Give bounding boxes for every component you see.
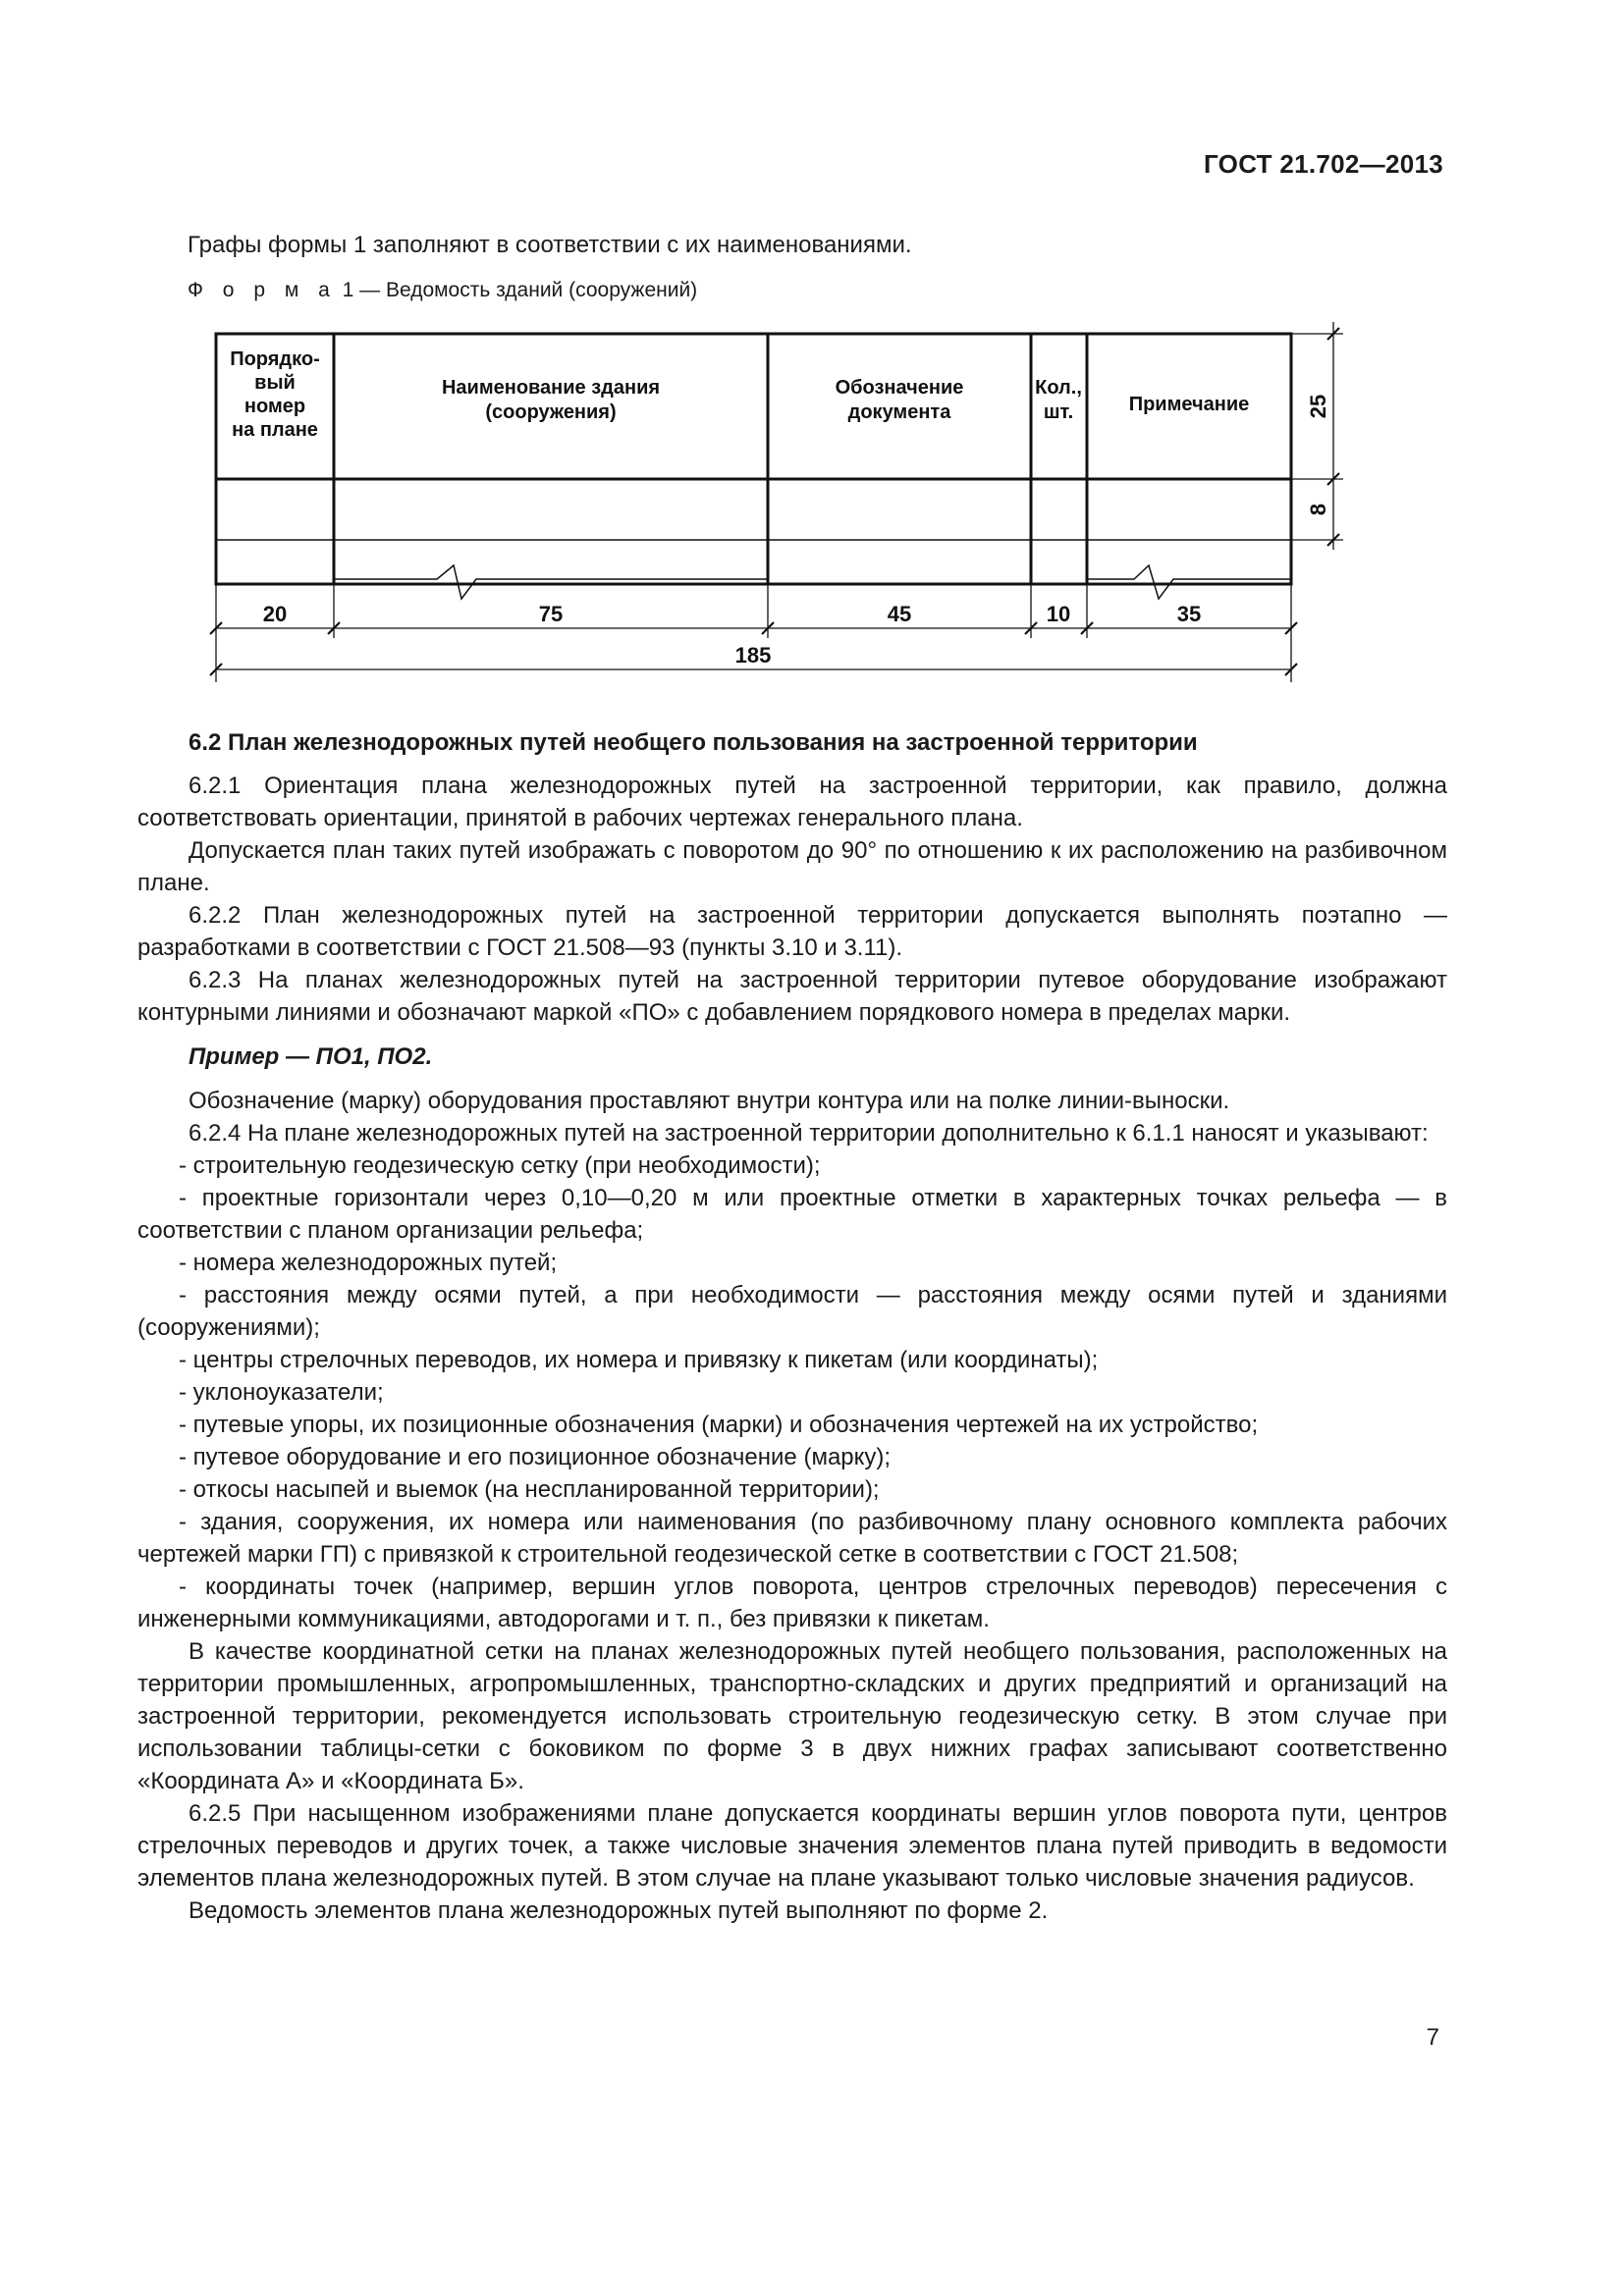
page-number: 7	[1426, 2024, 1439, 2051]
form-caption-label: Ф о р м а	[188, 279, 337, 301]
list-item: - откосы насыпей и выемок (на неспланированной территории);	[179, 1476, 880, 1503]
paragraph: Допускается план таких путей изображать с поворотом до 90° по отношению к их расположению на разбивочном плане.	[137, 837, 1447, 896]
dim-row-height: 8	[1306, 503, 1330, 516]
dim-width-col4: 10	[1046, 602, 1071, 626]
list-item: - расстояния между осями путей, а при необходимости — расстояния между осями путей и зданиями (сооружениями);	[137, 1282, 1447, 1341]
col-header-number-4: на плане	[232, 419, 318, 441]
dim-header-height: 25	[1306, 394, 1330, 419]
paragraph: Обозначение (марку) оборудования проставляют внутри контура или на полке линии-выноски.	[189, 1088, 1230, 1114]
list-item: - номера железнодорожных путей;	[179, 1250, 558, 1276]
list-item: - строительную геодезическую сетку (при необходимости);	[179, 1152, 821, 1179]
form-caption-title: 1 — Ведомость зданий (сооружений)	[336, 279, 698, 301]
col-header-number-2: вый	[254, 372, 296, 394]
col-header-number-3: номер	[244, 396, 306, 417]
paragraph-6-2-3: 6.2.3 На планах железнодорожных путей на застроенной территории путевое оборудование изображают контурными линиями и обозначают маркой «ПО» с добавлением порядкового номера в пределах марки.	[137, 967, 1447, 1026]
col-header-qty-2: шт.	[1043, 401, 1074, 423]
example-note: Пример — ПО1, ПО2.	[189, 1043, 433, 1070]
col-header-document-2: документа	[847, 401, 951, 423]
document-code: ГОСТ 21.702—2013	[1203, 149, 1443, 179]
col-header-name-2: (сооружения)	[485, 401, 617, 423]
paragraph-6-2-2: 6.2.2 План железнодорожных путей на застроенной территории допускается выполнять поэтапно — разработками в соответствии с ГОСТ 21.508—93 (пункты 3.10 и 3.11).	[137, 902, 1447, 961]
form-caption	[188, 279, 697, 302]
dim-width-col1: 20	[262, 602, 288, 626]
list-item: - координаты точек (например, вершин углов поворота, центров стрелочных переводов) пересечения с инженерными коммуникациями, автодорогами и т. п., без привязки к пикетам.	[137, 1574, 1447, 1632]
section-body	[137, 726, 1447, 1927]
intro-text: Графы формы 1 заполняют в соответствии с их наименованиями.	[188, 232, 912, 258]
list-item: - уклоноуказатели;	[179, 1379, 384, 1406]
section-heading: 6.2 План железнодорожных путей необщего пользования на застроенной территории	[189, 729, 1198, 756]
dim-width-col3: 45	[887, 602, 912, 626]
paragraph-6-2-1: 6.2.1 Ориентация плана железнодорожных путей на застроенной территории, как правило, должна соответствовать ориентации, принятой в рабочих чертежах генерального плана.	[137, 773, 1447, 831]
dim-total-width: 185	[734, 643, 772, 667]
paragraph: В качестве координатной сетки на планах железнодорожных путей необщего пользования, расположенных на территории промышленных, агропромышленных, транспортно-складских и других предприятий и организаций на застроенной территории, рекомендуется использовать строительную геодезическую сетку. В этом случае при использовании таблицы-сетки с боковиком по форме 3 в двух нижних графах записывают соответственно «Координата А» и «Координата Б».	[137, 1638, 1447, 1794]
paragraph-6-2-4: 6.2.4 На плане железнодорожных путей на застроенной территории дополнительно к 6.1.1 наносят и указывают:	[189, 1120, 1429, 1147]
list-item: - центры стрелочных переводов, их номера и привязку к пикетам (или координаты);	[179, 1347, 1099, 1373]
list-item: - здания, сооружения, их номера или наименования (по разбивочному плану основного комплекта рабочих чертежей марки ГП) с привязкой к строительной геодезической сетке в соответствии с ГОСТ 21.508;	[137, 1509, 1447, 1568]
col-header-qty-1: Кол.,	[1035, 377, 1082, 399]
col-header-number-1: Порядко-	[230, 348, 320, 370]
col-header-name-1: Наименование здания	[441, 377, 661, 399]
dim-width-col2: 75	[538, 602, 564, 626]
col-header-document-1: Обозначение	[835, 377, 964, 399]
form-1-table	[196, 314, 1355, 697]
col-header-note: Примечание	[1128, 394, 1250, 415]
paragraph: Ведомость элементов плана железнодорожных путей выполняют по форме 2.	[189, 1897, 1049, 1924]
list-item: - путевые упоры, их позиционные обозначения (марки) и обозначения чертежей на их устройство;	[179, 1412, 1259, 1438]
paragraph-6-2-5: 6.2.5 При насыщенном изображениями плане допускается координаты вершин углов поворота пути, центров стрелочных переводов и других точек, а также числовые значения элементов плана путей приводить в ведомости элементов плана железнодорожных путей. В этом случае на плане указывают только числовые значения радиусов.	[137, 1800, 1447, 1892]
list-item: - путевое оборудование и его позиционное обозначение (марку);	[179, 1444, 892, 1470]
list-item: - проектные горизонтали через 0,10—0,20 м или проектные отметки в характерных точках рельефа — в соответствии с планом организации рельефа;	[137, 1185, 1447, 1244]
dim-width-col5: 35	[1176, 602, 1202, 626]
